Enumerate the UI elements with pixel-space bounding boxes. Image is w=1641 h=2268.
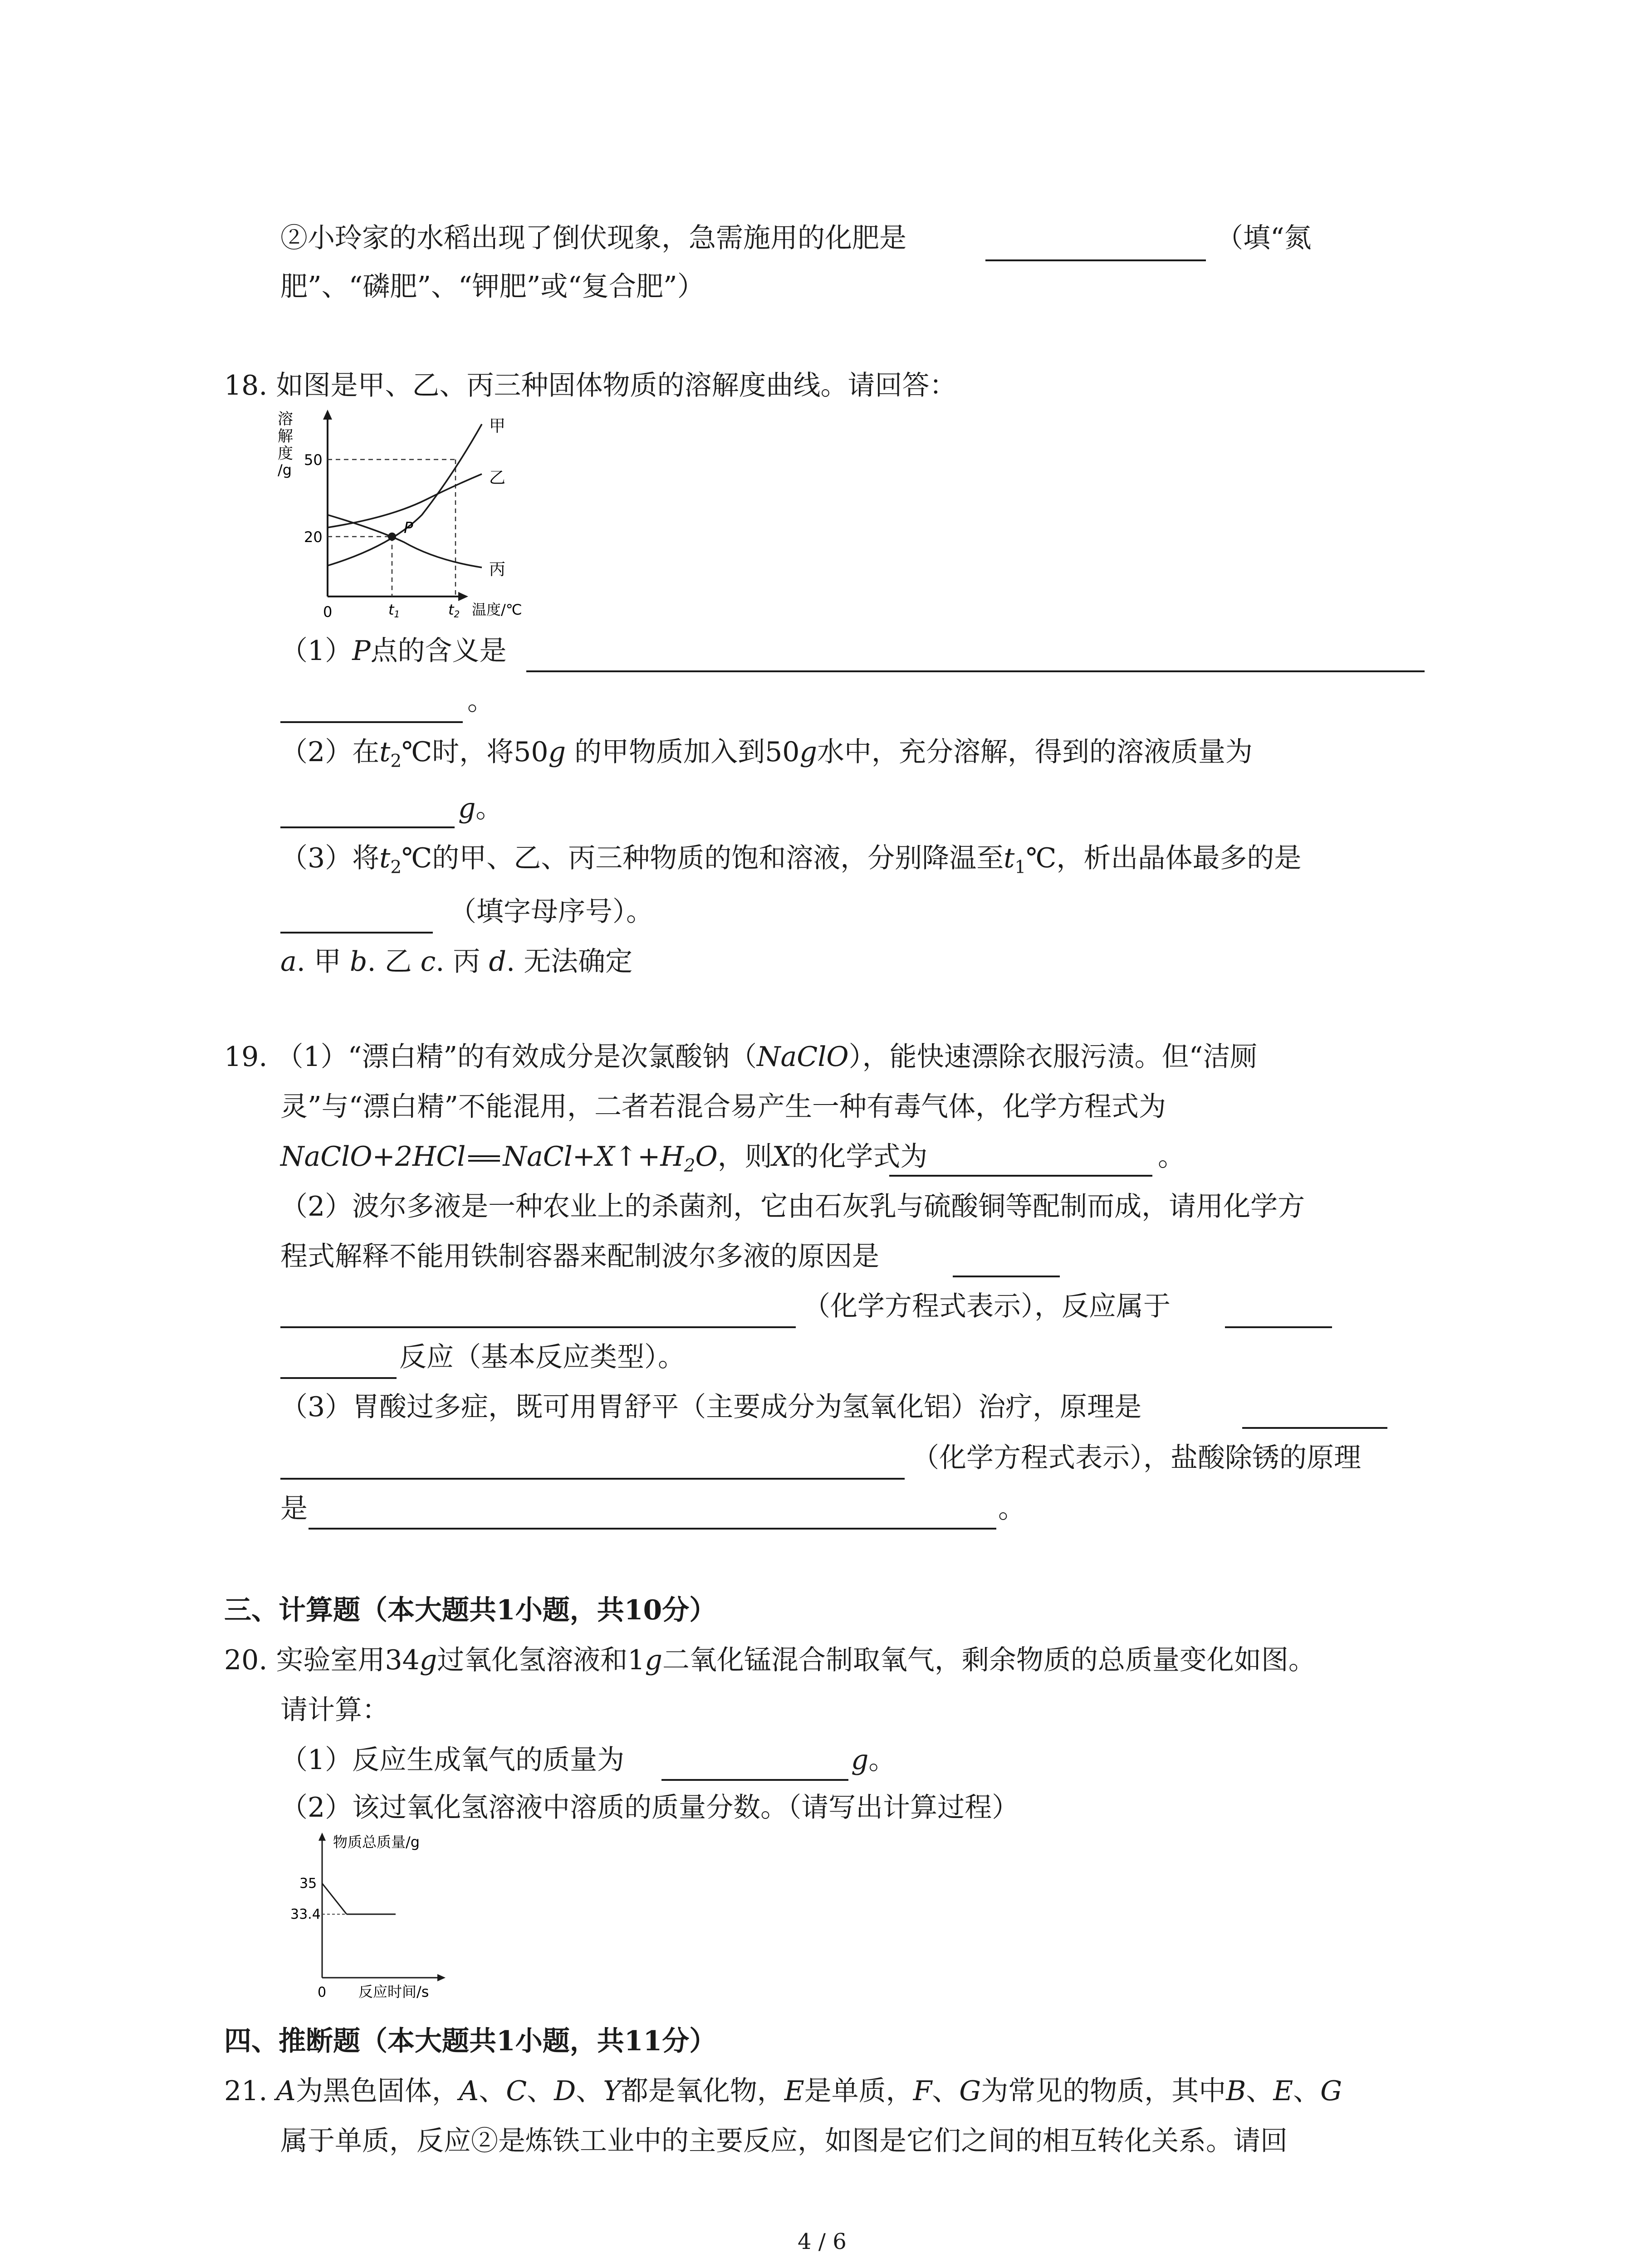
q19-q2-blank-3[interactable] (1225, 1326, 1332, 1328)
curve-yi-label: 乙 (489, 469, 506, 487)
q19-q2-blank-1[interactable] (953, 1276, 1060, 1277)
point-p-label: P (404, 519, 413, 537)
q18-q2-unit-g: g (458, 792, 476, 824)
q21-line2: 属于单质，反应②是炼铁工业中的主要反应，如图是它们之间的相互转化关系。请回 (280, 2125, 1288, 2157)
m-tick-334: 33.4 (290, 1906, 321, 1922)
q18-q3-blank[interactable] (280, 932, 433, 934)
q21-G2: G (1320, 2075, 1342, 2107)
q21-A: A (276, 2075, 296, 2107)
q20-l1-a: 20. 实验室用34 (224, 1644, 420, 1676)
q18-q2-end: 。 (475, 792, 503, 824)
q19-line9: （化学方程式表示），盐酸除锈的原理 (912, 1442, 1361, 1474)
q18-options (280, 946, 633, 978)
x-axis-arrow-icon (458, 592, 468, 601)
q21-h: 、 (932, 2075, 960, 2107)
q20-l1-g: g (419, 1644, 437, 1676)
q18-q2-g1: g (548, 736, 566, 768)
section-4-title: 四、推断题（本大题共1小题，共11分） (224, 2025, 717, 2057)
q21-d: 、 (527, 2075, 554, 2107)
q18-q3-c: ℃，析出晶体最多的是 (1026, 842, 1302, 874)
q19-l3-end: 。 (1158, 1141, 1185, 1173)
q19-eq-right: NaCl+X↑+H (503, 1141, 684, 1173)
q17-text-a: ②小玲家的水稻出现了倒伏现象，急需施用的化肥是 (280, 222, 906, 254)
q19-l3-c: 的化学式为 (791, 1141, 928, 1173)
curve-jia-label: 甲 (489, 417, 506, 435)
q21-F: F (913, 2075, 932, 2107)
q20-q2: （2）该过氧化氢溶液中溶质的质量分数。（请写出计算过程） (280, 1792, 1019, 1823)
q19-l3-x: X (772, 1141, 792, 1173)
q18-stem: 18. 如图是甲、乙、丙三种固体物质的溶解度曲线。请回答： (224, 370, 957, 401)
section-3-title: 三、计算题（本大题共1小题，共10分） (224, 1594, 717, 1626)
q21-C: C (506, 2075, 527, 2107)
q19-q1-blank[interactable] (889, 1175, 1152, 1177)
q18-q1-num: （1） (280, 635, 353, 667)
q18-q3-d: （填字母序号）。 (449, 896, 653, 928)
y-label-1: 溶 (278, 410, 293, 428)
q19-q3-blank-1[interactable] (1242, 1427, 1387, 1429)
q20-q1: （1）反应生成氧气的质量为 (280, 1744, 625, 1776)
q18-q1-blank-1[interactable] (526, 670, 1425, 672)
q18-q2-sub: 2 (390, 751, 402, 772)
q19-l1-b: ），能快速漂除衣服污渍。但“洁厕 (848, 1041, 1258, 1073)
y-label-2: 解 (278, 427, 293, 445)
q17-line1 (280, 222, 906, 254)
m-x-arrow-icon (437, 1974, 446, 1981)
q18-q1-text: 点的含义是 (370, 635, 507, 667)
tick-t1: t1 (388, 601, 400, 619)
q18-opt-c-text: . 丙 (436, 946, 480, 978)
q19-line8: （3）胃酸过多症，既可用胃舒平（主要成分为氢氧化铝）治疗，原理是 (280, 1391, 1142, 1423)
tick-50: 50 (304, 451, 323, 469)
q19-l1-a: 19. （1）“漂白精”的有效成分是次氯酸钠（ (224, 1041, 757, 1073)
q20-line1 (224, 1644, 1316, 1676)
q21-num: 21. (224, 2075, 276, 2107)
q19-q2-blank-4[interactable] (280, 1377, 397, 1379)
m-origin: 0 (318, 1984, 327, 2000)
q19-line6: （化学方程式表示），反应属于 (803, 1290, 1171, 1322)
q21-k: 、 (1293, 2075, 1321, 2107)
q19-line7: 反应（基本反应类型）。 (399, 1341, 685, 1373)
q19-line4: （2）波尔多液是一种农业上的杀菌剂，它由石灰乳与硫酸铜等配制而成，请用化学方 (280, 1191, 1305, 1222)
q18-q3-sub2: 1 (1014, 857, 1026, 878)
q18-opt-a[interactable]: a (280, 946, 297, 978)
q19-l3-b: ，则 (717, 1141, 772, 1173)
m-x-label: 反应时间/s (358, 1983, 429, 2000)
q18-opt-b[interactable]: b (350, 946, 367, 978)
q21-E2: E (1273, 2075, 1293, 2107)
tick-t2: t2 (448, 601, 460, 619)
q18-q1-end: 。 (467, 685, 495, 717)
q18-opt-a-text: . 甲 (296, 946, 341, 978)
q21-E: E (784, 2075, 804, 2107)
q18-q3-sub: 2 (390, 857, 402, 878)
m-tick-35: 35 (299, 1876, 317, 1892)
q21-i: 为常见的物质，其中 (981, 2075, 1226, 2107)
q18-q2-g2: g (799, 736, 817, 768)
q21-c: 、 (479, 2075, 506, 2107)
q18-q3-b: ℃的甲、乙、丙三种物质的饱和溶液，分别降温至 (402, 842, 1004, 874)
q20-q1-unit-g: g (851, 1744, 869, 1776)
tick-20: 20 (304, 528, 323, 546)
q20-l1-g2: g (645, 1644, 662, 1676)
q18-q2-a: （2）在 (280, 736, 380, 768)
q17-line2: 肥”、“磷肥”、“钾肥”或“复合肥”） (280, 271, 705, 303)
y-label-4: /g (278, 461, 292, 479)
q18-q1 (280, 637, 507, 665)
q19-l10-end: 。 (998, 1493, 1025, 1525)
m-y-arrow-icon (318, 1833, 326, 1841)
q20-line2: 请计算： (280, 1694, 389, 1726)
curve-bing-label: 丙 (489, 560, 506, 579)
q18-q3-t: t (379, 842, 391, 874)
solubility-chart (272, 406, 581, 619)
q19-line3 (280, 1143, 927, 1175)
y-label-3: 度 (278, 445, 293, 463)
q18-q2-blank[interactable] (280, 826, 455, 828)
q19-line1 (224, 1041, 1258, 1073)
q18-opt-d-text: . 无法确定 (506, 946, 633, 978)
q21-b: 为黑色固体， (295, 2075, 459, 2107)
q19-q3-blank-3[interactable] (309, 1528, 996, 1530)
q19-l1-formula: NaClO (757, 1041, 849, 1073)
curve-jia (328, 424, 482, 566)
q20-q1-end: 。 (868, 1744, 896, 1776)
q21-j: 、 (1246, 2075, 1274, 2107)
q20-l1-b: 过氧化氢溶液和1 (437, 1644, 645, 1676)
m-drop-line (322, 1883, 347, 1914)
q18-q2-unit (458, 792, 503, 824)
x-label: 温度/℃ (472, 601, 522, 618)
y-axis-arrow-icon (323, 410, 332, 420)
q17-answer-blank[interactable] (985, 259, 1206, 261)
q21-A2: A (459, 2075, 479, 2107)
q19-line10: 是 (280, 1493, 308, 1525)
q21-line1 (224, 2077, 1342, 2105)
q18-opt-b-text: . 乙 (367, 946, 412, 978)
q19-eq-sign (468, 1155, 500, 1162)
q21-f: 都是氧化物， (621, 2075, 784, 2107)
q17-line1-b: （填“氮 (1216, 222, 1312, 254)
q19-eq-left: NaClO+2HCl (280, 1141, 466, 1173)
q21-g: 是单质， (804, 2075, 913, 2107)
mass-time-chart (290, 1828, 499, 2000)
q18-q3 (280, 842, 1302, 878)
q18-opt-c[interactable]: c (420, 946, 436, 978)
q18-q2-c: 的甲物质加入到50 (566, 736, 800, 768)
q21-B: B (1226, 2075, 1246, 2107)
q21-Y: Y (603, 2075, 621, 2107)
q19-line5: 程式解释不能用铁制容器来配制波尔多液的原因是 (280, 1241, 879, 1272)
q19-q3-blank-2[interactable] (280, 1478, 905, 1480)
tick-origin: 0 (323, 603, 333, 619)
q20-l1-c: 二氧化锰混合制取氧气，剩余物质的总质量变化如图。 (662, 1644, 1316, 1676)
q18-q2-d: 水中，充分溶解，得到的溶液质量为 (817, 736, 1253, 768)
q18-opt-d[interactable]: d (489, 946, 506, 978)
q21-D: D (554, 2075, 576, 2107)
q18-q2-t: t (379, 736, 391, 768)
m-y-label: 物质总质量/g (333, 1833, 420, 1851)
q21-G: G (959, 2075, 981, 2107)
q18-q1-blank-2[interactable] (280, 721, 463, 723)
q18-q3-t2: t (1004, 842, 1015, 874)
q20-q1-unit (851, 1746, 896, 1774)
page-number: 4 / 6 (798, 2229, 847, 2254)
q19-eq-o: O (695, 1141, 718, 1173)
point-p-dot (388, 533, 396, 541)
q18-q3-a: （3）将 (280, 842, 380, 874)
q19-q2-blank-2[interactable] (280, 1326, 796, 1328)
q21-e: 、 (576, 2075, 603, 2107)
q18-q2 (280, 738, 1253, 770)
q19-line2: 灵”与“漂白精”不能混用，二者若混合易产生一种有毒气体，化学方程式为 (280, 1091, 1166, 1123)
q20-q1-blank[interactable] (661, 1779, 848, 1781)
q18-q1-p: P (352, 635, 371, 667)
q19-eq-sub: 2 (684, 1156, 696, 1176)
q18-q2-b: ℃时，将50 (402, 736, 549, 768)
